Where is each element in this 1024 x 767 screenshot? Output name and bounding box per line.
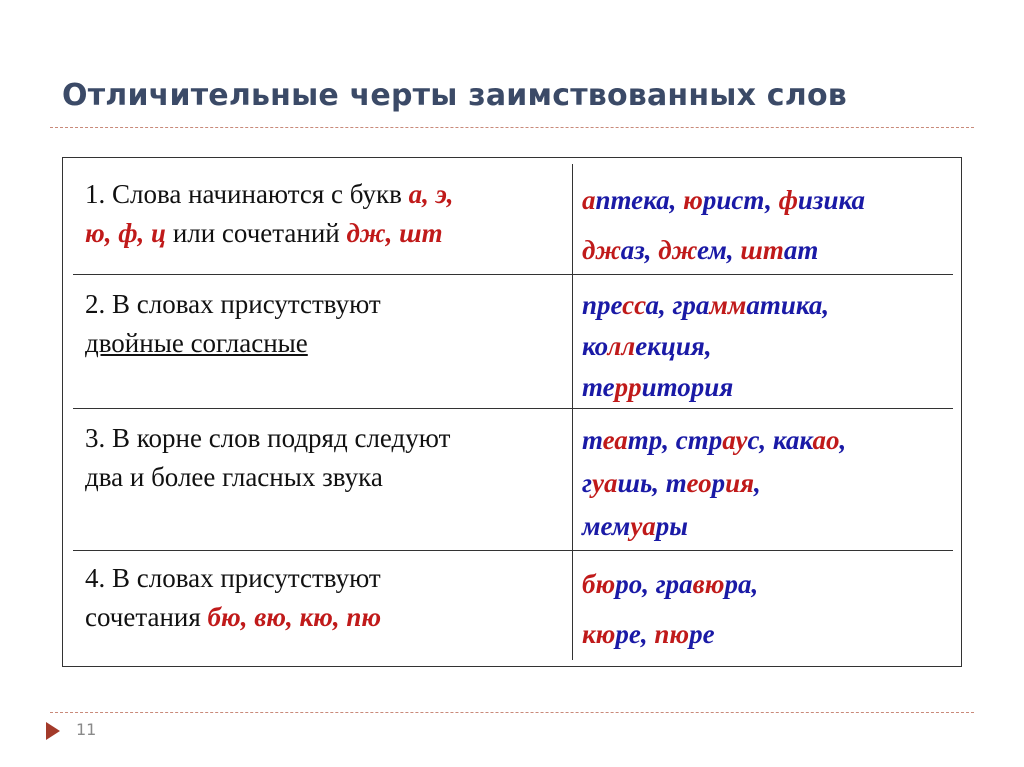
row-2-description (85, 285, 560, 363)
column-divider (572, 164, 573, 660)
row-4-text-2: сочетания (85, 602, 208, 632)
play-arrow-icon (46, 722, 60, 740)
highlighted-letters: еа (602, 425, 628, 455)
example-text: аз, (620, 235, 659, 265)
example-text: изика (797, 185, 865, 215)
example-text: итория (641, 372, 734, 402)
row-4-letters: бю, вю, кю, пю (207, 602, 382, 632)
row-2-examples (582, 285, 957, 408)
highlighted-letters: уа (591, 468, 618, 498)
example-text: ем, (697, 235, 741, 265)
example-text: г (582, 468, 592, 498)
highlighted-letters: вю (692, 569, 725, 599)
comparison-table (62, 157, 962, 667)
example-text: шь, т (617, 468, 687, 498)
row-divider (73, 408, 953, 409)
highlighted-letters: дж (658, 235, 698, 265)
row-1-text: 1. Слова начинаются с букв (85, 179, 409, 209)
example-text: птека, (595, 185, 684, 215)
row-1-letters-2: ю, ф, ц (85, 218, 167, 248)
example-text: , (754, 468, 761, 498)
highlighted-letters: кю (582, 619, 616, 649)
highlighted-letters: бю (582, 569, 616, 599)
highlighted-letters: пю (654, 619, 690, 649)
row-1-examples (582, 175, 957, 275)
highlighted-letters: ао (812, 425, 840, 455)
example-text: ры (655, 511, 689, 541)
row-2-text: 2. В словах присутствуют (85, 289, 381, 319)
example-line (582, 367, 957, 408)
highlighted-letters: рр (614, 372, 642, 402)
example-text: ре (689, 619, 715, 649)
example-text: , (839, 425, 847, 455)
highlighted-letters: дж (582, 235, 621, 265)
example-text: атика, (746, 290, 830, 320)
example-text: ат (783, 235, 819, 265)
row-1-description (85, 175, 560, 253)
highlighted-letters: уа (630, 511, 656, 541)
example-line (582, 505, 957, 548)
example-text: тр, стр (627, 425, 723, 455)
highlighted-letters: сс (622, 290, 646, 320)
row-4-examples (582, 559, 957, 659)
row-3-text-2: два и более гласных звука (85, 462, 383, 492)
row-3-text: 3. В корне слов подряд следуют (85, 423, 451, 453)
example-text: т (582, 425, 603, 455)
title-separator (50, 127, 974, 128)
highlighted-letters: шт (740, 235, 784, 265)
example-line (582, 326, 957, 367)
highlighted-letters: ау (722, 425, 748, 455)
example-text: ро, гра (615, 569, 693, 599)
example-text: екция, (635, 331, 712, 361)
example-text: мем (582, 511, 631, 541)
highlighted-letters: лл (607, 331, 636, 361)
highlighted-letters: ео (686, 468, 712, 498)
example-line (582, 175, 957, 225)
row-3-examples (582, 419, 957, 548)
example-text: ра, (724, 569, 759, 599)
example-line (582, 462, 957, 505)
highlighted-letters: мм (709, 290, 747, 320)
example-line (582, 225, 957, 275)
example-line (582, 609, 957, 659)
highlighted-letters: ю (683, 185, 703, 215)
row-1-letters-3: дж, шт (346, 218, 443, 248)
footer-separator (50, 712, 974, 713)
row-2-underlined: двойные согласные (85, 328, 308, 358)
example-line (582, 285, 957, 326)
row-divider (73, 550, 953, 551)
row-4-text: 4. В словах присутствуют (85, 563, 381, 593)
example-text: пре (582, 290, 623, 320)
example-text: с, как (747, 425, 813, 455)
row-1-letters-1: а, э, (408, 179, 454, 209)
example-text: ре, (615, 619, 655, 649)
example-text: р (711, 468, 726, 498)
row-4-description (85, 559, 560, 637)
highlighted-letters: ия (725, 468, 755, 498)
row-1-text-2: или сочетаний (166, 218, 347, 248)
example-text: рист, (702, 185, 779, 215)
example-line (582, 559, 957, 609)
highlighted-letters: ф (778, 185, 798, 215)
slide-title: Отличительные черты заимствованных слов (62, 78, 847, 113)
row-3-description (85, 419, 560, 497)
example-text: а, гра (645, 290, 710, 320)
page-number: 11 (76, 720, 97, 739)
example-line (582, 419, 957, 462)
highlighted-letters: а (582, 185, 596, 215)
example-text: ко (582, 331, 608, 361)
example-text: те (582, 372, 615, 402)
